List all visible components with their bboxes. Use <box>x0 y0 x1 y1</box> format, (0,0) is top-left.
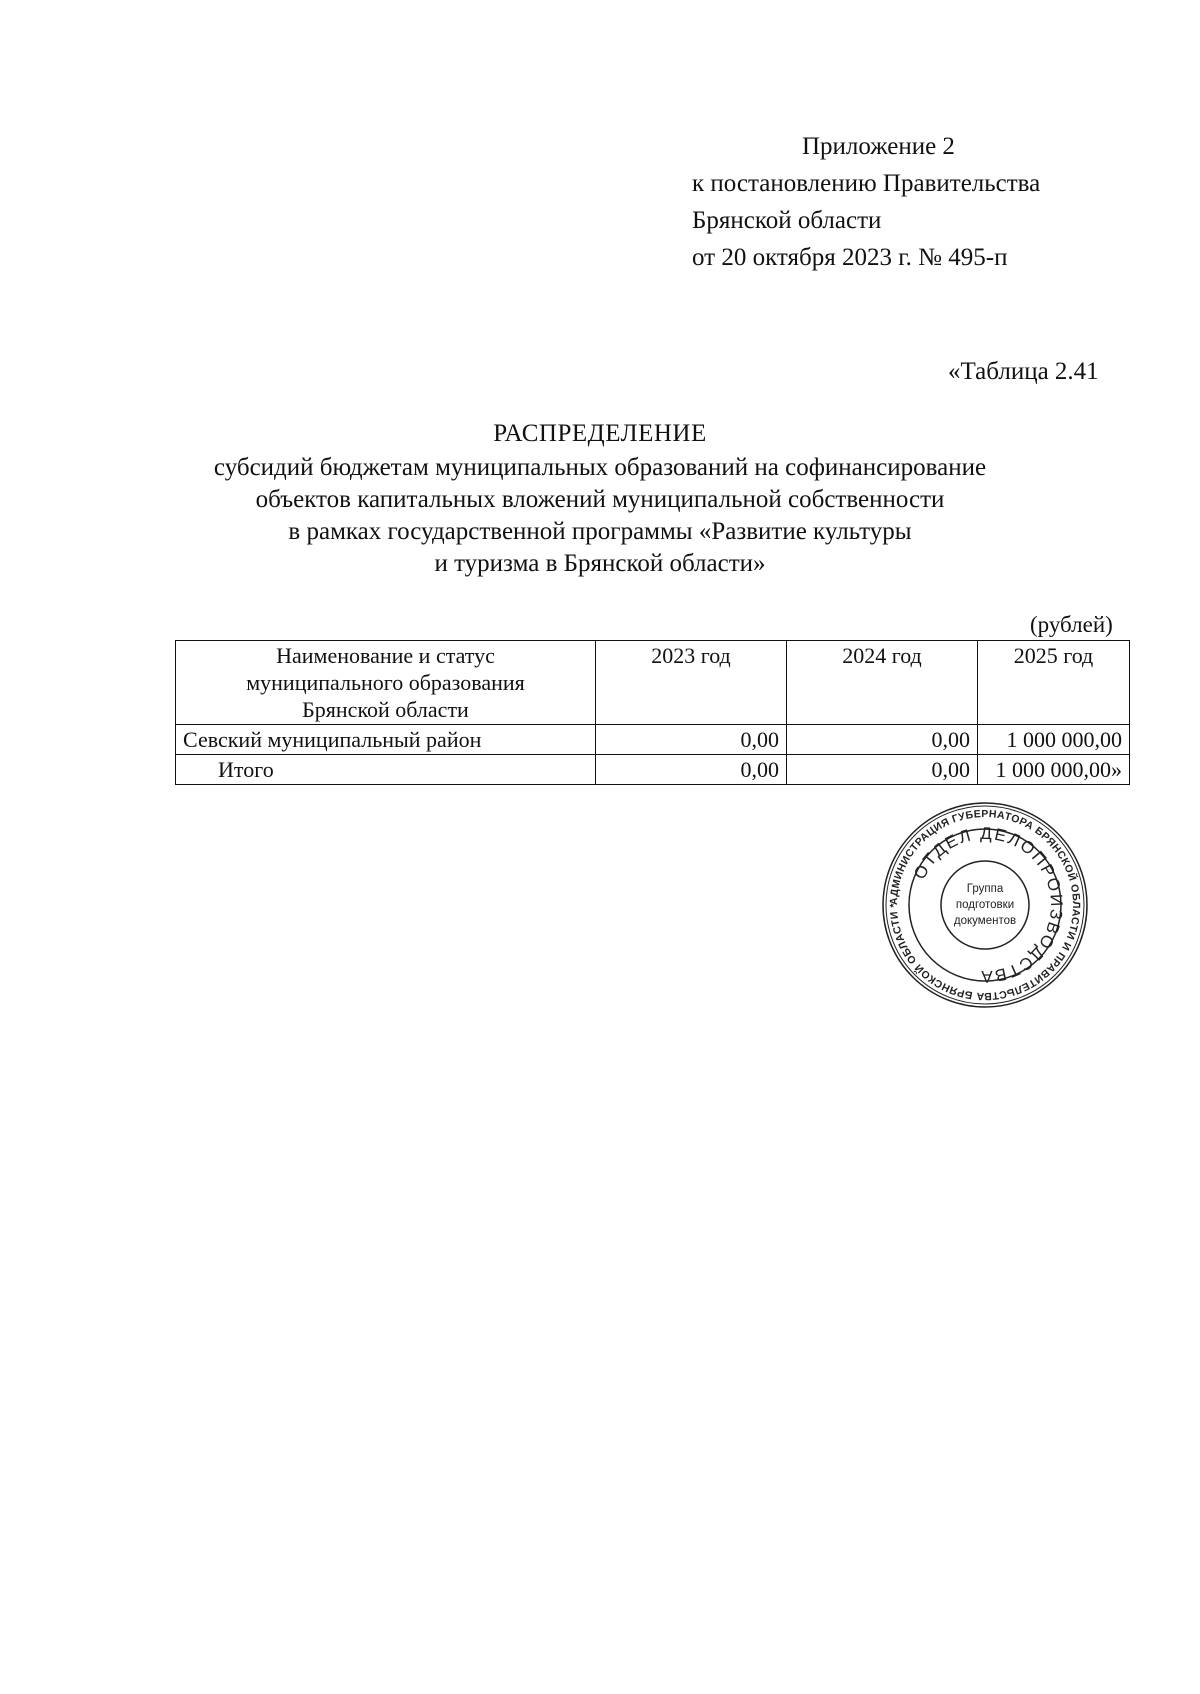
document-heading <box>150 418 1050 580</box>
table-label: «Таблица 2.41 <box>948 358 1099 385</box>
appendix-block <box>692 128 1040 276</box>
row-name: Севский муниципальный район <box>176 725 596 755</box>
row-value-2025: 1 000 000,00 <box>978 725 1130 755</box>
total-value-2024: 0,00 <box>787 755 978 785</box>
stamp-center-line-3: документов <box>953 915 1017 927</box>
total-value-2025: 1 000 000,00» <box>978 755 1130 785</box>
table-header-row <box>176 641 1130 725</box>
appendix-date-number: от 20 октября 2023 г. № 495-п <box>692 244 1008 271</box>
appendix-reference: к постановлению Правительства <box>692 170 1041 197</box>
appendix-region: Брянской области <box>692 207 882 234</box>
row-value-2024: 0,00 <box>787 725 978 755</box>
stamp-ring-text: ОТДЕЛ ДЕЛОПРОИЗВОДСТВА <box>910 823 1067 987</box>
table-total-row <box>176 755 1130 785</box>
total-label: Итого <box>176 755 596 785</box>
heading-title: РАСПРЕДЕЛЕНИЕ <box>493 420 707 447</box>
header-2025: 2025 год <box>978 641 1130 725</box>
total-value-2023: 0,00 <box>596 755 787 785</box>
header-name-line-2: муниципального образования <box>246 670 525 695</box>
heading-line-4: и туризма в Брянской области» <box>434 550 766 577</box>
row-value-2023: 0,00 <box>596 725 787 755</box>
appendix-number: Приложение 2 <box>802 133 955 160</box>
header-name-line-3: Брянской области <box>302 697 469 722</box>
heading-line-2: объектов капитальных вложений муниципальной собственности <box>255 486 945 513</box>
heading-line-3: в рамках государственной программы «Развитие культуры <box>288 518 912 545</box>
stamp-center-line-2: подготовки <box>955 899 1015 911</box>
header-name-line-1: Наименование и статус <box>276 643 495 668</box>
header-2024: 2024 год <box>787 641 978 725</box>
stamp-outer-text: АДМИНИСТРАЦИЯ ГУБЕРНАТОРА БРЯНСКОЙ ОБЛАСТИ И ПРАВИТЕЛЬСТВА БРЯНСКОЙ ОБЛАСТИ * <box>887 807 1083 1003</box>
heading-line-1: субсидий бюджетам муниципальных образований на софинансирование <box>213 454 987 481</box>
header-name <box>176 641 596 725</box>
official-stamp <box>880 800 1090 1010</box>
distribution-table <box>175 640 1130 785</box>
table-row <box>176 725 1130 755</box>
header-2023: 2023 год <box>596 641 787 725</box>
stamp-center-line-1: Группа <box>966 883 1004 895</box>
units-label: (рублей) <box>1030 612 1113 637</box>
